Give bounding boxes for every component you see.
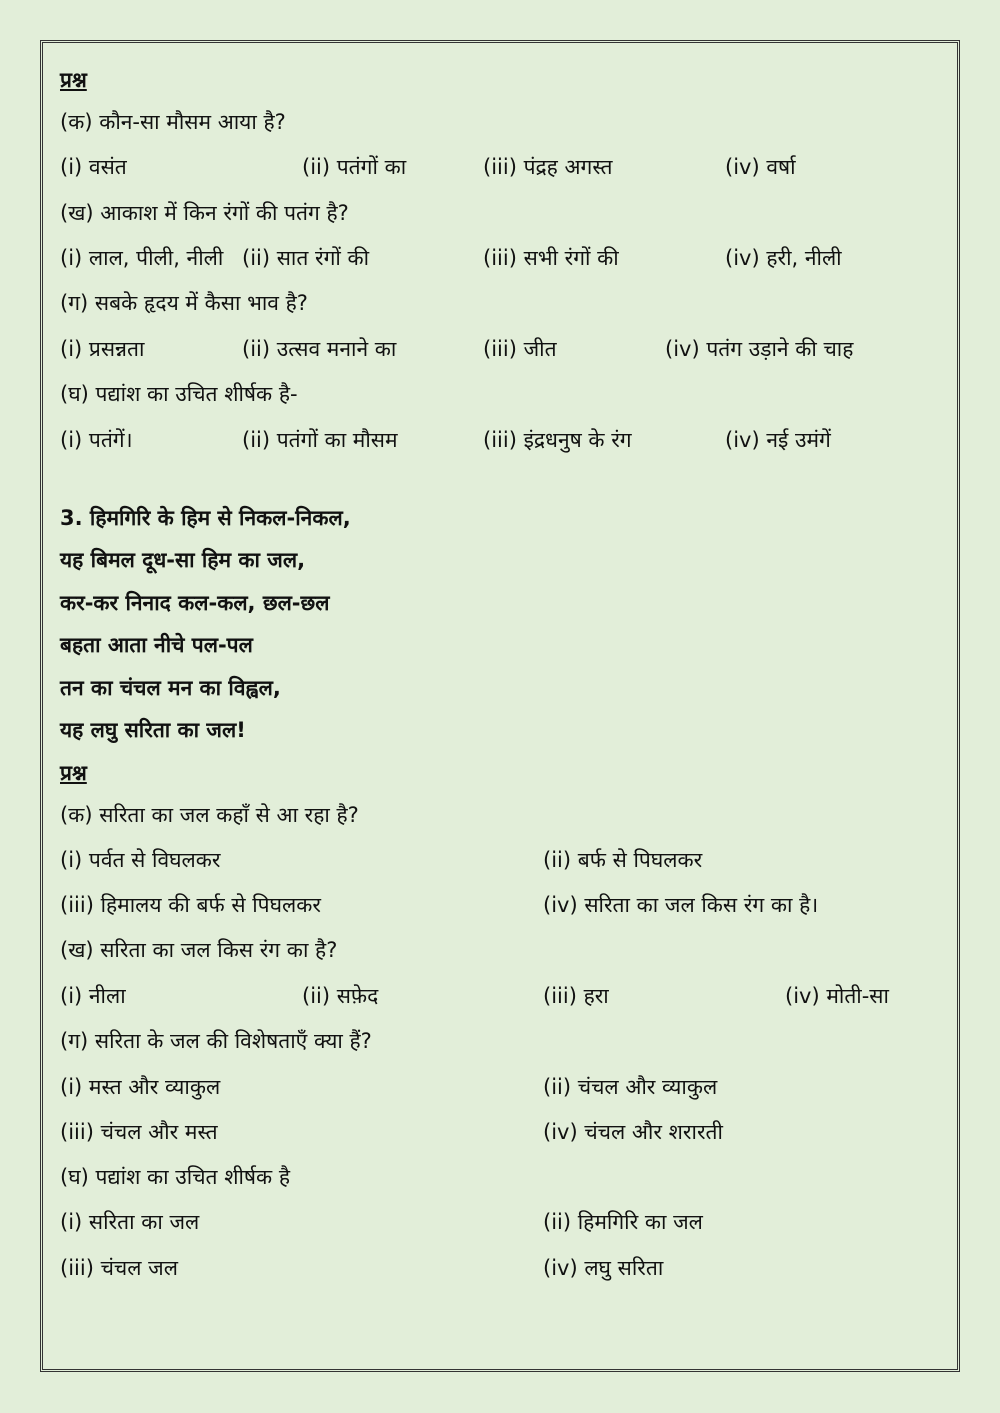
- option: (i) सरिता का जल: [60, 1210, 200, 1234]
- option: (iii) चंचल और मस्त: [60, 1120, 218, 1144]
- option: (iv) नई उमंगें: [725, 428, 831, 452]
- option: (iv) मोती-सा: [785, 984, 889, 1008]
- option: (iv) वर्षा: [725, 155, 796, 179]
- poem-line: बहता आता नीचे पल-पल: [60, 633, 253, 657]
- option: (i) पर्वत से विघलकर: [60, 848, 221, 872]
- poem-line: 3. हिमगिरि के हिम से निकल-निकल,: [60, 506, 351, 530]
- option: (ii) हिमगिरि का जल: [543, 1210, 703, 1234]
- option: (iv) लघु सरिता: [543, 1256, 664, 1280]
- question-gh: (घ) पद्यांश का उचित शीर्षक है: [60, 1165, 291, 1189]
- option: (ii) सात रंगों की: [242, 246, 370, 270]
- option: (i) मस्त और व्याकुल: [60, 1075, 221, 1099]
- option: (iii) हिमालय की बर्फ से पिघलकर: [60, 893, 321, 917]
- option: (ii) पतंगों का मौसम: [242, 428, 398, 452]
- option: (iv) सरिता का जल किस रंग का है।: [543, 893, 819, 917]
- questions-heading: प्रश्न: [60, 68, 87, 92]
- option: (iii) सभी रंगों की: [483, 246, 619, 270]
- option: (ii) पतंगों का: [302, 155, 407, 179]
- questions-heading: प्रश्न: [60, 761, 87, 785]
- poem-line: तन का चंचल मन का विह्वल,: [60, 676, 281, 700]
- option: (ii) बर्फ से पिघलकर: [543, 848, 703, 872]
- question-k: (क) सरिता का जल कहाँ से आ रहा है?: [60, 803, 359, 827]
- option: (ii) सफ़ेद: [302, 984, 379, 1008]
- poem-line: यह बिमल दूध-सा हिम का जल,: [60, 548, 306, 572]
- option: (ii) उत्सव मनाने का: [242, 337, 397, 361]
- option: (iii) चंचल जल: [60, 1256, 178, 1280]
- option: (iii) पंद्रह अगस्त: [483, 155, 613, 179]
- question-gh: (घ) पद्यांश का उचित शीर्षक है-: [60, 382, 298, 406]
- poem-line: यह लघु सरिता का जल!: [60, 718, 246, 742]
- option: (iv) हरी, नीली: [725, 246, 842, 270]
- option: (iii) इंद्रधनुष के रंग: [483, 428, 632, 452]
- option: (i) वसंत: [60, 155, 127, 179]
- question-k: (क) कौन-सा मौसम आया है?: [60, 110, 286, 134]
- poem-line: कर-कर निनाद कल-कल, छल-छल: [60, 591, 330, 615]
- option: (ii) चंचल और व्याकुल: [543, 1075, 718, 1099]
- question-kh: (ख) आकाश में किन रंगों की पतंग है?: [60, 201, 349, 225]
- option: (iii) हरा: [543, 984, 609, 1008]
- option: (i) प्रसन्नता: [60, 337, 145, 361]
- option: (iv) पतंग उड़ाने की चाह: [665, 337, 854, 361]
- option: (iv) चंचल और शरारती: [543, 1120, 723, 1144]
- question-g: (ग) सबके हृदय में कैसा भाव है?: [60, 291, 308, 315]
- question-g: (ग) सरिता के जल की विशेषताएँ क्या हैं?: [60, 1029, 372, 1053]
- option: (iii) जीत: [483, 337, 557, 361]
- option: (i) पतंगें।: [60, 428, 133, 452]
- option: (i) लाल, पीली, नीली: [60, 246, 224, 270]
- option: (i) नीला: [60, 984, 126, 1008]
- question-kh: (ख) सरिता का जल किस रंग का है?: [60, 938, 338, 962]
